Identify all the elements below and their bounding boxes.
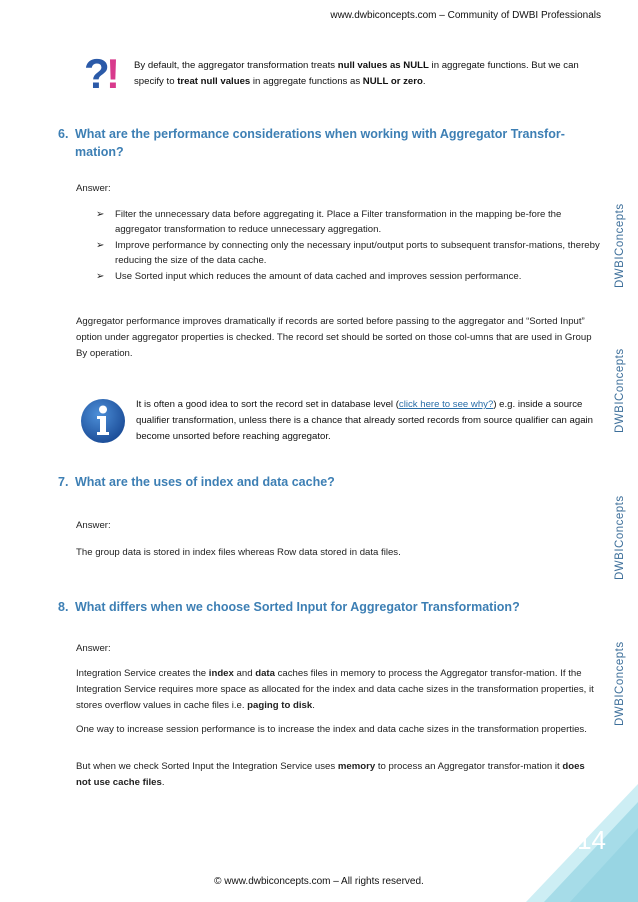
list-item: ➢ Use Sorted input which reduces the amount of data cached and improves session performance. [96, 271, 522, 282]
question-exclamation-icon [84, 50, 124, 94]
list-item: ➢ Filter the unnecessary data before aggregating it. Place a Filter transformation in the mapping be-fore the aggregator transformation to reduce unnecessary aggregation. [96, 209, 562, 235]
q8-paragraph-2: One way to increase session performance is to increase the index and data cache sizes in the transformation properties. [76, 724, 587, 735]
q8-answer-label: Answer: [76, 643, 111, 654]
list-item: ➢ Improve performance by connecting only the necessary input/output ports to subsequent transfor-mations, thereby reducing the size of the data cache. [96, 240, 600, 266]
sidebar-brand-label: DWBIConcepts [614, 495, 626, 580]
arrow-bullet-icon: ➢ [96, 209, 105, 220]
q7-answer-label: Answer: [76, 520, 111, 531]
question-6-heading: 6. What are the performance considerations when working with Aggregator Transfor-mation? [58, 127, 565, 159]
svg-text:!: ! [106, 50, 120, 94]
null-values-note: By default, the aggregator transformation treats null values as NULL in aggregate functions. But we can specify to treat null values in aggregate functions as NULL or zero. [134, 60, 579, 87]
svg-text:?: ? [84, 50, 110, 94]
q8-paragraph-1: Integration Service creates the index and data caches files in memory to process the Aggregator transfor-mation. If the Integration Service requires more space as allocated for the index and data cache sizes in the transformation properties, it stores overflow values in cache files i.e. paging to disk. [76, 668, 594, 711]
sort-tip-note: It is often a good idea to sort the record set in database level (click here to see why?) e.g. inside a source qualifier transformation, unless there is a chance that already sorted records from source qualifier can again become unsorted before reaching aggregator. [136, 399, 594, 442]
sidebar-brand-label: DWBIConcepts [614, 348, 626, 433]
see-why-link[interactable]: click here to see why? [398, 399, 494, 410]
page-header: www.dwbiconcepts.com – Community of DWBI Professionals [330, 10, 601, 21]
arrow-bullet-icon: ➢ [96, 240, 105, 251]
arrow-bullet-icon: ➢ [96, 271, 105, 282]
q7-paragraph: The group data is stored in index files whereas Row data stored in data files. [76, 547, 401, 558]
question-8-heading: 8. What differs when we choose Sorted Input for Aggregator Transformation? [58, 600, 520, 614]
q8-paragraph-3: But when we check Sorted Input the Integration Service uses memory to process an Aggregator transfor-mation it does not use cache files. [76, 761, 585, 788]
sidebar-brand-label: DWBIConcepts [614, 641, 626, 726]
q6-answer-label: Answer: [76, 183, 111, 194]
q6-paragraph: Aggregator performance improves dramatically if records are sorted before passing to the aggregator and “Sorted Input” option under aggregator properties is checked. The record set should be sorted on those col-umns that are used in Group By operation. [76, 316, 592, 359]
page-footer: © www.dwbiconcepts.com – All rights reserved. [214, 876, 424, 887]
info-icon [80, 398, 126, 444]
q6-bullet-list [96, 207, 602, 285]
sidebar-brand-label: DWBIConcepts [614, 203, 626, 288]
question-7-heading: 7. What are the uses of index and data cache? [58, 475, 335, 489]
page-number: 14 [577, 825, 606, 855]
